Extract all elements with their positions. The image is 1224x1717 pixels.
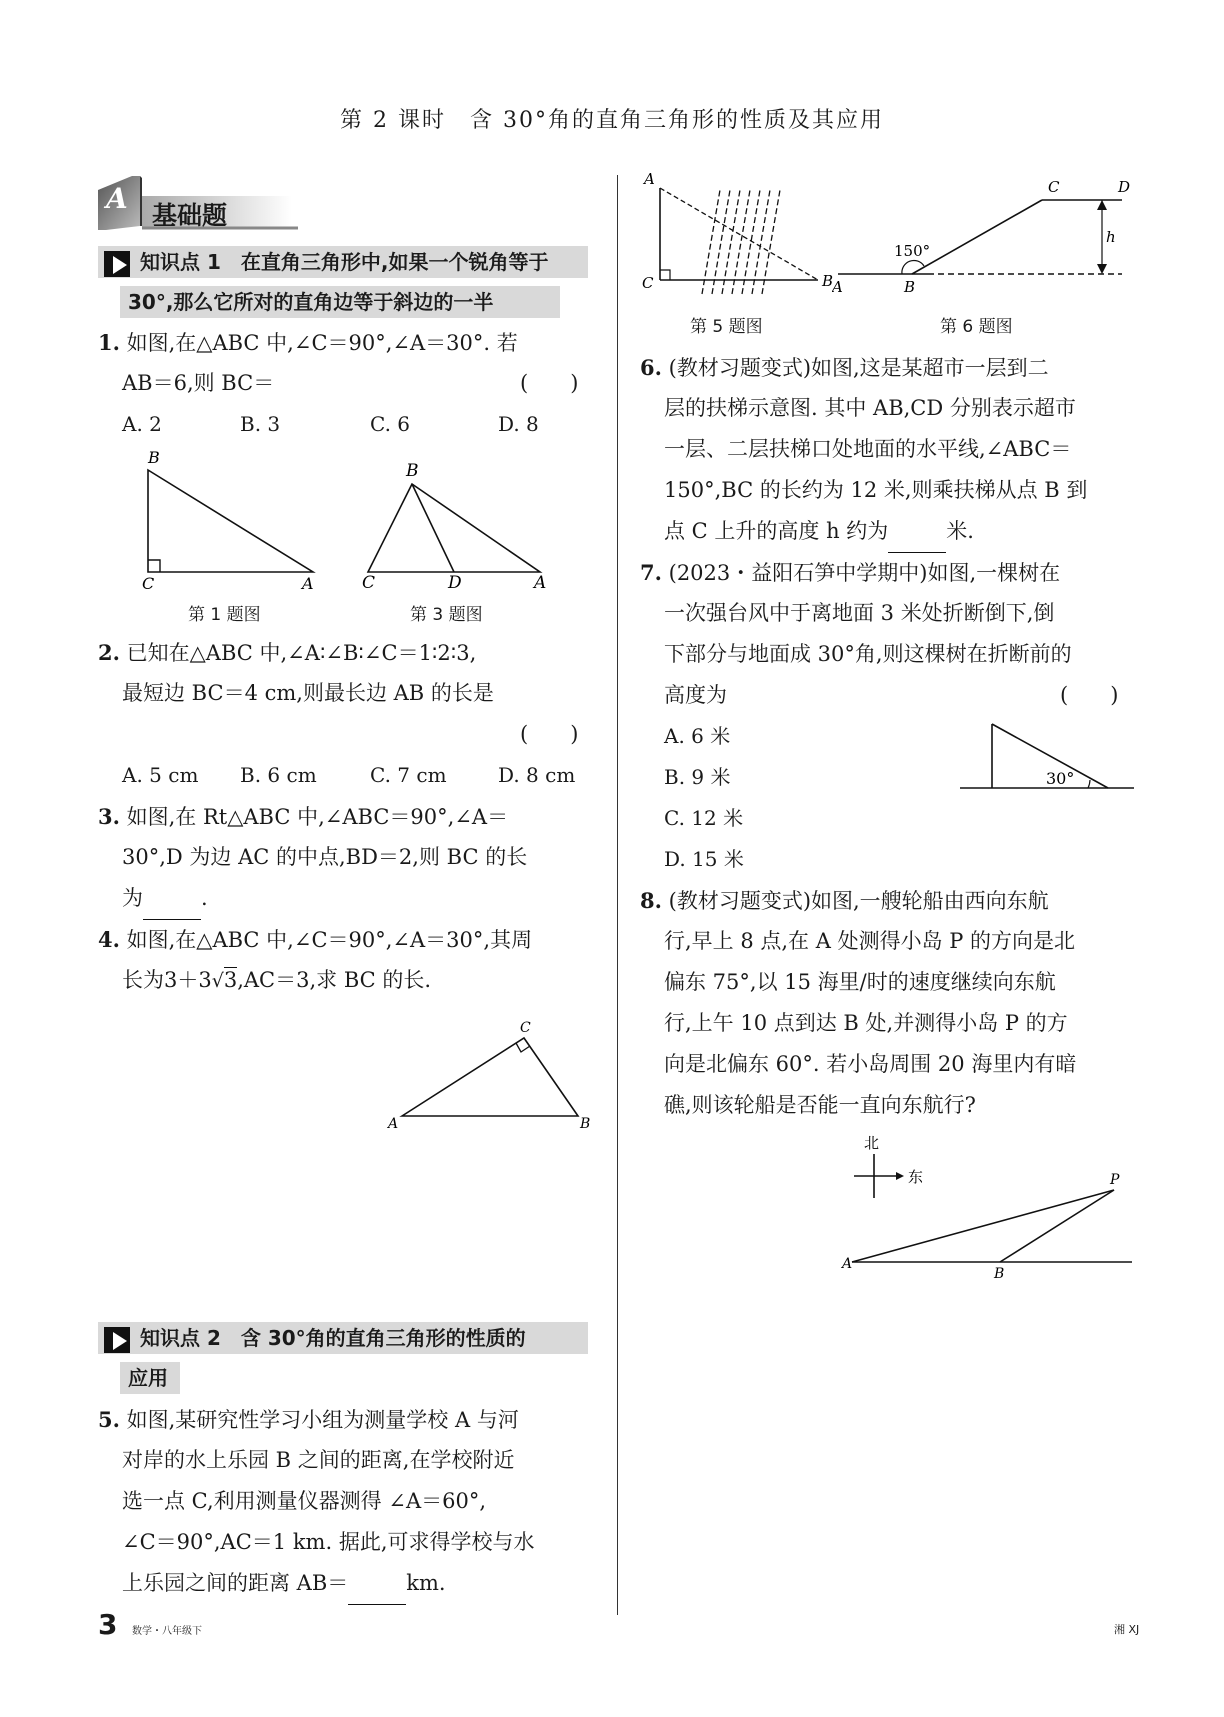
question-number: 3.: [98, 804, 120, 829]
fig3-label-c: C: [362, 573, 376, 590]
figure-5: [640, 170, 840, 300]
sqrt-icon: √: [211, 970, 224, 992]
figure-5-caption: 第 5 题图: [690, 317, 763, 337]
arrow-right-icon: [896, 1172, 904, 1180]
question-8-line5: 向是北偏东 60°. 若小岛周围 20 海里内有暗: [664, 1052, 1077, 1076]
figure-7: [958, 716, 1138, 796]
question-4-line2: 长为3＋3√3,AC＝3,求 BC 的长.: [122, 968, 432, 992]
question-number: 2.: [98, 640, 120, 665]
option-a: A. 5 cm: [122, 763, 199, 787]
question-number: 6.: [640, 355, 662, 380]
question-number: 7.: [640, 560, 662, 585]
option-c: C. 6: [370, 412, 411, 436]
question-number: 1.: [98, 330, 120, 355]
knowledge-point-2-line2: 应用: [120, 1362, 180, 1394]
option-c: C. 12 米: [664, 806, 744, 830]
question-3-line3: 为 .: [122, 878, 208, 920]
fig6-angle-label: 150°: [894, 242, 931, 260]
answer-blank[interactable]: [348, 1563, 406, 1605]
option-c: C. 7 cm: [370, 763, 447, 787]
question-1: 1. 如图,在△ABC 中,∠C＝90°,∠A＝30°. 若: [98, 330, 518, 355]
fig1-label-c: C: [142, 574, 155, 591]
figure-1: [138, 446, 328, 591]
question-number: 5.: [98, 1407, 120, 1432]
question-7-line3: 下部分与地面成 30°角,则这棵树在折断前的: [664, 642, 1072, 666]
fig4-label-a: A: [388, 1116, 399, 1132]
question-6-line5: 点 C 上升的高度 h 约为 米.: [664, 511, 974, 553]
fig8-label-p: P: [1110, 1172, 1120, 1188]
knowledge-point-1-header: 知识点 1 在直角三角形中,如果一个锐角等于: [98, 246, 588, 278]
option-a: A. 6 米: [664, 724, 731, 748]
question-3: 3. 如图,在 Rt△ABC 中,∠ABC＝90°,∠A＝: [98, 804, 509, 829]
question-8-line6: 礁,则该轮船是否能一直向东航行?: [664, 1093, 976, 1117]
footer-subject: 数学・八年级下: [132, 1626, 202, 1637]
question-6-line3: 一层、二层扶梯口处地面的水平线,∠ABC＝: [664, 437, 1072, 461]
compass-east-label: 东: [908, 1168, 924, 1186]
question-8-line2: 行,早上 8 点,在 A 处测得小岛 P 的方向是北: [664, 929, 1076, 953]
figure-6: [832, 176, 1132, 296]
column-divider: [617, 175, 618, 1615]
question-3-line2: 30°,D 为边 AC 的中点,BD＝2,则 BC 的长: [122, 845, 528, 869]
fig6-label-c: C: [1048, 178, 1060, 196]
fig6-label-d: D: [1118, 178, 1131, 196]
answer-paren: ( ): [1060, 683, 1119, 707]
question-4: 4. 如图,在△ABC 中,∠C＝90°,∠A＝30°,其周: [98, 927, 533, 952]
figure-3: [356, 460, 556, 590]
question-5-line3: 选一点 C,利用测量仪器测得 ∠A＝60°,: [122, 1489, 487, 1513]
question-5-line2: 对岸的水上乐园 B 之间的距离,在学校附近: [122, 1448, 515, 1472]
question-2-line2: 最短边 BC＝4 cm,则最长边 AB 的长是: [122, 681, 494, 705]
compass-north-label: 北: [864, 1134, 880, 1152]
question-6: 6. (教材习题变式)如图,这是某超市一层到二: [640, 355, 1049, 380]
question-number: 4.: [98, 927, 120, 952]
footer-edition: 湘 XJ: [1114, 1623, 1140, 1636]
fig1-label-a: A: [302, 574, 314, 591]
section-name: 基础题: [152, 201, 228, 230]
answer-blank[interactable]: [888, 511, 946, 553]
question-5-line5: 上乐园之间的距离 AB＝ km.: [122, 1563, 446, 1605]
page-title: 第 2 课时 含 30°角的直角三角形的性质及其应用: [340, 108, 884, 133]
figure-3-caption: 第 3 题图: [410, 605, 483, 625]
question-number: 8.: [640, 888, 662, 913]
option-b: B. 9 米: [664, 765, 731, 789]
fig5-label-b: B: [822, 272, 834, 290]
option-d: D. 8 cm: [498, 763, 576, 787]
fig1-label-b: B: [148, 448, 160, 467]
fig3-label-d: D: [448, 573, 462, 590]
question-7-line2: 一次强台风中于离地面 3 米处折断倒下,倒: [664, 601, 1055, 625]
fig8-label-b: B: [994, 1266, 1005, 1282]
page-number: 3: [98, 1608, 118, 1641]
play-triangle-icon: [104, 251, 130, 277]
fig5-label-c: C: [642, 274, 654, 292]
figure-4: [384, 1012, 594, 1134]
question-6-line4: 150°,BC 的长约为 12 米,则乘扶梯从点 B 到: [664, 478, 1088, 502]
answer-paren: ( ): [520, 371, 579, 395]
play-triangle-icon: [104, 1327, 130, 1353]
question-5: 5. 如图,某研究性学习小组为测量学校 A 与河: [98, 1407, 519, 1432]
answer-paren: ( ): [520, 722, 579, 746]
option-d: D. 8: [498, 412, 539, 436]
fig6-label-b: B: [904, 278, 916, 296]
fig5-label-a: A: [644, 170, 655, 188]
question-5-line4: ∠C＝90°,AC＝1 km. 据此,可求得学校与水: [122, 1530, 535, 1554]
fig3-label-a: A: [534, 573, 547, 590]
option-b: B. 3: [240, 412, 281, 436]
figure-8: [838, 1134, 1138, 1284]
option-d: D. 15 米: [664, 847, 744, 871]
question-8-line4: 行,上午 10 点到达 B 处,并测得小岛 P 的方: [664, 1011, 1068, 1035]
fig6-label-a: A: [832, 278, 843, 296]
fig7-angle-label: 30°: [1046, 769, 1075, 788]
figure-1-caption: 第 1 题图: [188, 605, 261, 625]
question-7-line4: 高度为: [664, 683, 727, 707]
question-6-line2: 层的扶梯示意图. 其中 AB,CD 分别表示超市: [664, 396, 1076, 420]
question-8: 8. (教材习题变式)如图,一艘轮船由西向东航: [640, 888, 1049, 913]
fig6-label-h: h: [1106, 228, 1116, 246]
question-2: 2. 已知在△ABC 中,∠A∶∠B∶∠C＝1∶2∶3,: [98, 640, 477, 665]
section-letter: A: [106, 182, 128, 215]
option-a: A. 2: [122, 412, 162, 436]
question-8-line3: 偏东 75°,以 15 海里/时的速度继续向东航: [664, 970, 1056, 994]
fig4-label-b: B: [580, 1116, 591, 1132]
knowledge-point-1-line2: 30°,那么它所对的直角边等于斜边的一半: [120, 286, 560, 318]
option-b: B. 6 cm: [240, 763, 317, 787]
question-1-line2: AB＝6,则 BC＝: [122, 371, 275, 395]
fig8-label-a: A: [842, 1256, 853, 1272]
knowledge-point-2-header: 知识点 2 含 30°角的直角三角形的性质的: [98, 1322, 588, 1354]
fig3-label-b: B: [406, 461, 419, 481]
river-lines: [702, 190, 780, 294]
answer-blank[interactable]: [143, 878, 201, 920]
fig4-label-c: C: [520, 1020, 531, 1036]
figure-6-caption: 第 6 题图: [940, 317, 1013, 337]
question-7: 7. (2023・益阳石笋中学期中)如图,一棵树在: [640, 560, 1061, 585]
